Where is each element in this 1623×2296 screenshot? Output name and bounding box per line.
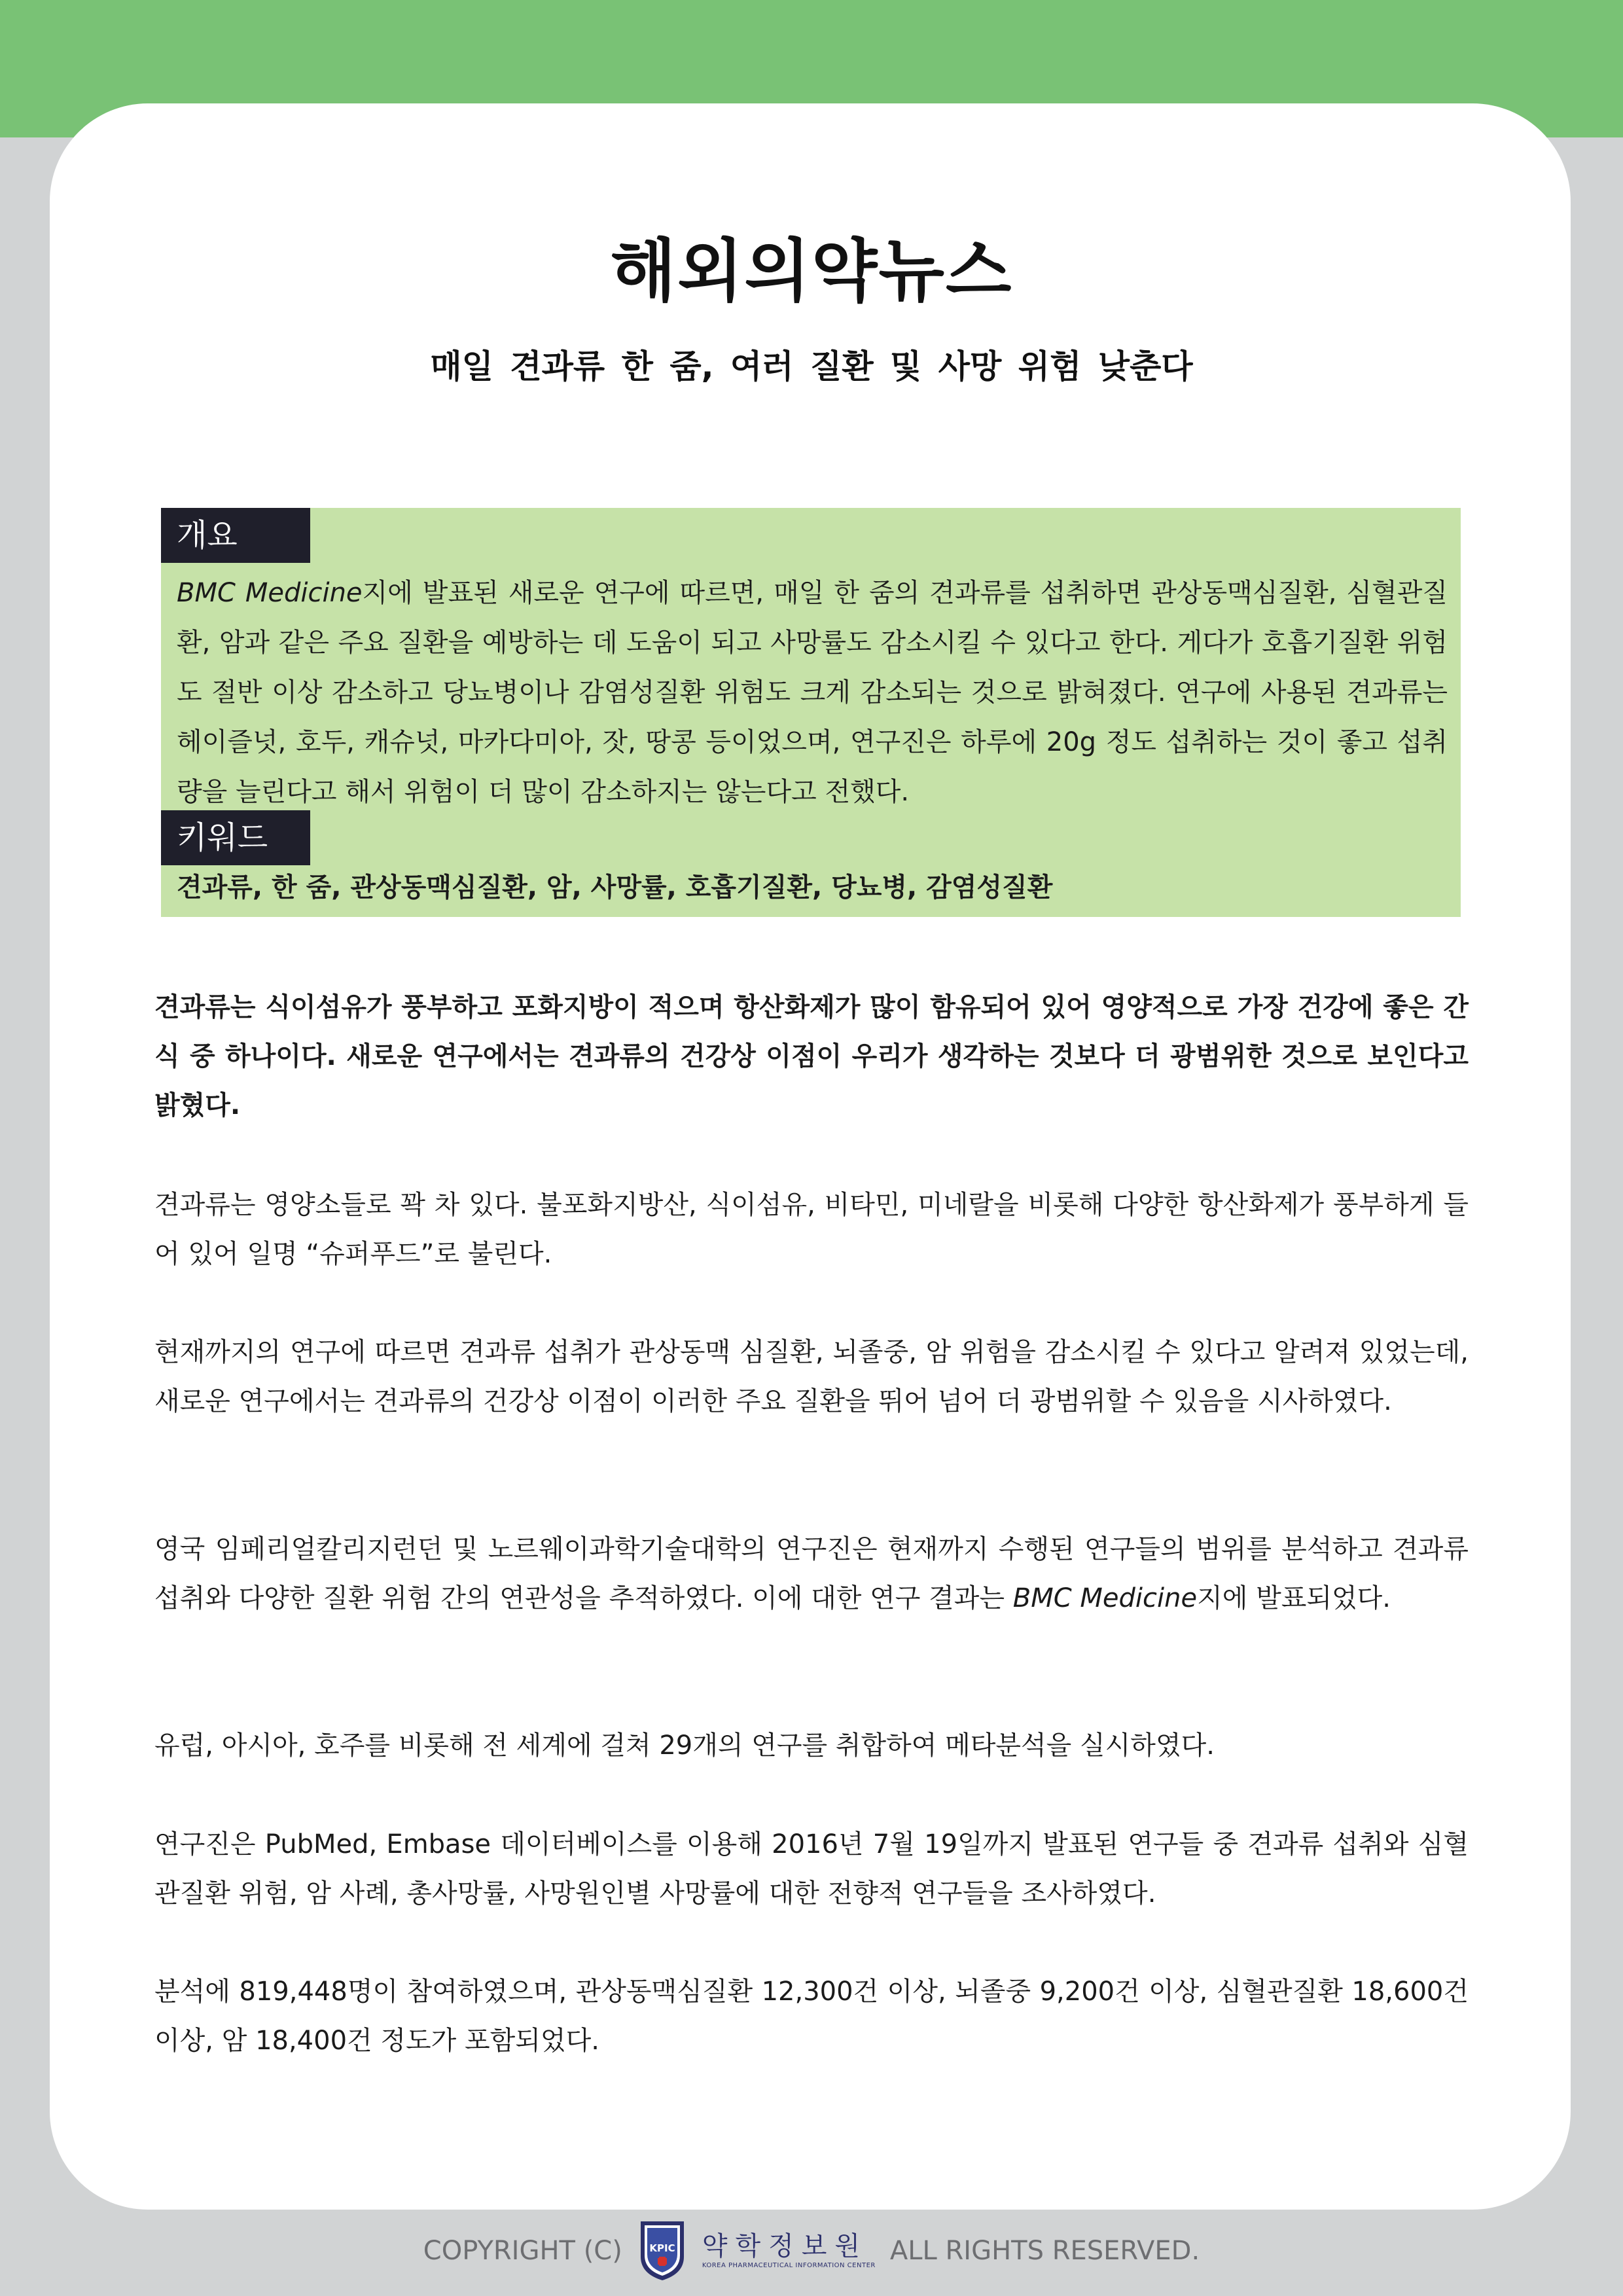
body-paragraph-1: 견과류는 영양소들로 꽉 차 있다. 불포화지방산, 식이섬유, 비타민, 미네랄을 비롯해 다양한 항산화제가 풍부하게 들어 있어 일명 “슈퍼푸드”로 불린다. (154, 1190, 1469, 1269)
overview-text (177, 568, 1448, 817)
logo-english-name: KOREA PHARMACEUTICAL INFORMATION CENTER (702, 2262, 876, 2269)
kpic-badge-text: KPIC (649, 2242, 675, 2254)
p3-text-after: 지에 발표되었다. (1197, 1583, 1391, 1613)
keywords-label: 키워드 (161, 810, 310, 865)
footer (0, 2215, 1623, 2287)
journal-name-inline: BMC Medicine (1012, 1583, 1198, 1613)
article-headline: 매일 견과류 한 줌, 여러 질환 및 사망 위험 낮춘다 (430, 348, 1193, 386)
kpic-logo-icon (637, 2219, 688, 2283)
page-title: 해외의약뉴스 (610, 231, 1013, 311)
keywords-text: 견과류, 한 줌, 관상동맥심질환, 암, 사망률, 호흡기질환, 당뇨병, 감염성질환 (177, 872, 1053, 903)
body-paragraph-3 (154, 1525, 1469, 1623)
logo-name: 약학정보원 (702, 2231, 868, 2261)
body-paragraph-6: 분석에 819,448명이 참여하였으며, 관상동맥심질환 12,300건 이상, 뇌졸중 9,200건 이상, 심혈관질환 18,600건 이상, 암 18,400건 정도가 포함되었다. (154, 1977, 1469, 2056)
body-paragraph-5: 연구진은 PubMed, Embase 데이터베이스를 이용해 2016년 7월 19일까지 발표된 연구들 중 견과류 섭취와 심혈관질환 위험, 암 사례, 총사망률, 사망원인별 사망률에 대한 전향적 연구들을 조사하였다. (154, 1829, 1469, 1909)
journal-name: BMC Medicine (177, 578, 363, 608)
overview-body: 지에 발표된 새로운 연구에 따르면, 매일 한 줌의 견과류를 섭취하면 관상동맥심질환, 심혈관질환, 암과 같은 주요 질환을 예방하는 데 도움이 되고 사망률도 감소시킬 수 있다고 한다. 게다가 호흡기질환 위험도 절반 이상 감소하고 당뇨병이나 감염성질환 위험도 크게 감소되는 것으로 밝혀졌다. 연구에 사용된 견과류는 헤이즐넛, 호두, 캐슈넛, 마카다미아, 잣, 땅콩 등이었으며, 연구진은 하루에 20g 정도 섭취하는 것이 좋고 섭취량을 늘린다고 해서 위험이 더 많이 감소하지는 않는다고 전했다. (177, 578, 1448, 807)
summary-box (161, 508, 1461, 917)
body-paragraph-2: 현재까지의 연구에 따르면 견과류 섭취가 관상동맥 심질환, 뇌졸중, 암 위험을 감소시킬 수 있다고 알려져 있었는데, 새로운 연구에서는 견과류의 건강상 이점이 이러한 주요 질환을 뛰어 넘어 더 광범위할 수 있음을 시사하였다. (154, 1337, 1469, 1416)
logo-text (702, 2231, 876, 2270)
copyright-text: COPYRIGHT (C) (423, 2236, 622, 2266)
p3-text-before: 영국 임페리얼칼리지런던 및 노르웨이과학기술대학의 연구진은 현재까지 수행된 연구들의 범위를 분석하고 견과류 섭취와 다양한 질환 위험 간의 연관성을 추적하였다. 이에 대한 연구 결과는 (154, 1534, 1469, 1613)
overview-label: 개요 (161, 508, 310, 563)
lead-paragraph: 견과류는 식이섬유가 풍부하고 포화지방이 적으며 항산화제가 많이 함유되어 있어 영양적으로 가장 건강에 좋은 간식 중 하나이다. 새로운 연구에서는 견과류의 건강상 이점이 우리가 생각하는 것보다 더 광범위한 것으로 보인다고 밝혔다. (154, 992, 1469, 1121)
body-paragraph-4: 유럽, 아시아, 호주를 비롯해 전 세계에 걸쳐 29개의 연구를 취합하여 메타분석을 실시하였다. (154, 1731, 1215, 1761)
rights-text: ALL RIGHTS RESERVED. (889, 2236, 1200, 2266)
